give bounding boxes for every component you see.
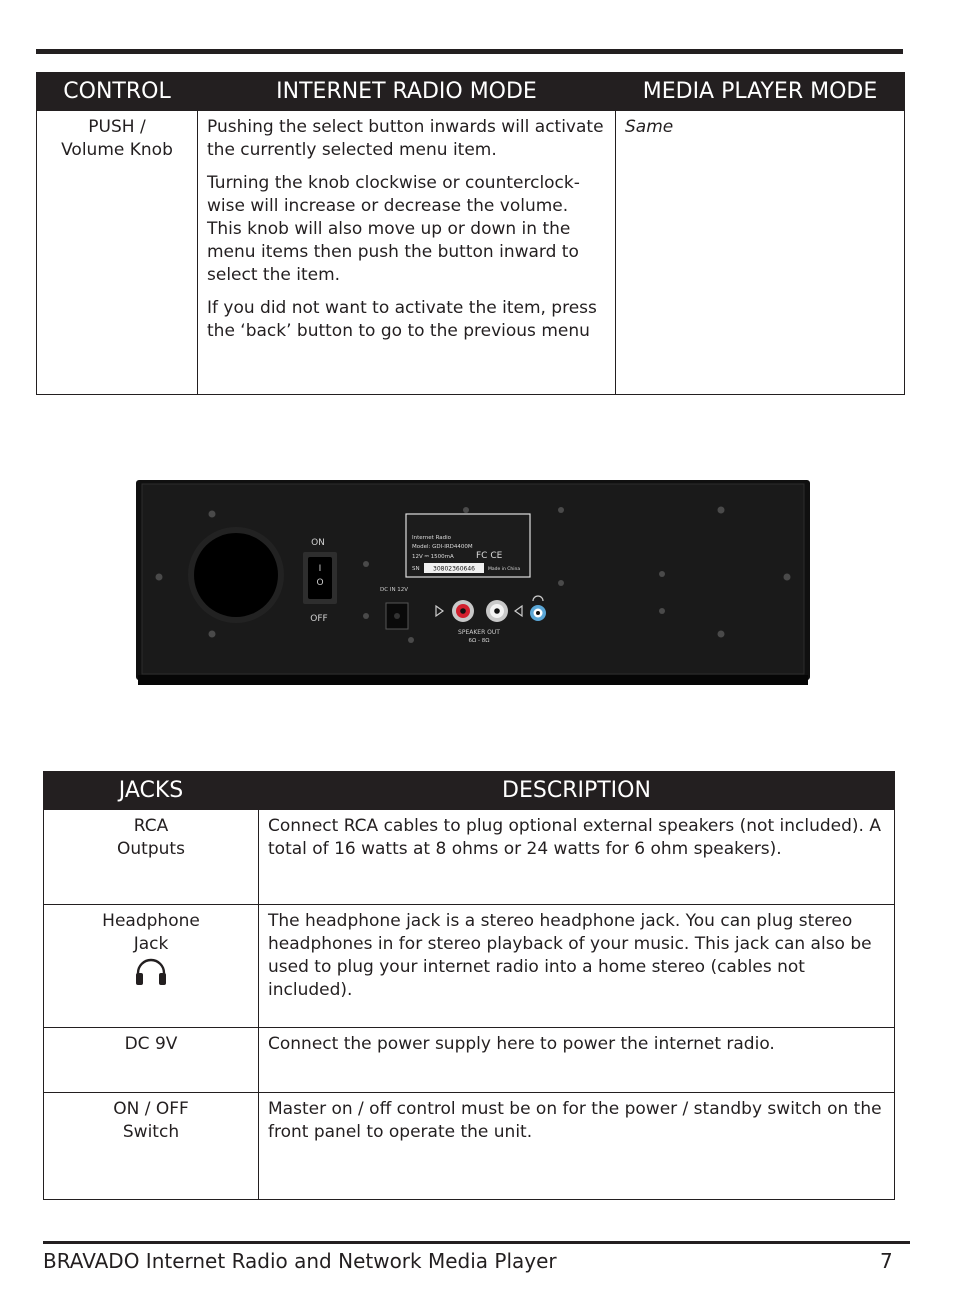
jack-name-line1: ON / OFF: [113, 1099, 189, 1119]
table-row: [37, 111, 905, 395]
rca-jack-white-icon: [486, 600, 508, 622]
jack-description: Connect RCA cables to plug optional external speakers (not included). A total of 16 watts at 8 ohms or 24 watts for 6 ohm speakers).: [259, 810, 895, 905]
jack-name-line2: Jack: [133, 934, 169, 954]
jack-name-cell: [44, 905, 259, 1028]
jacks-header-row: [44, 772, 895, 810]
controls-table: [36, 72, 905, 395]
media-mode-text: Same: [625, 117, 674, 137]
jack-name-cell: [44, 1028, 259, 1093]
label-marks: FC CE: [476, 551, 503, 561]
speaker-ohms-label: 6Ω - 8Ω: [468, 638, 490, 644]
dc-in-label: DC IN 12V: [380, 587, 409, 593]
footer-title: BRAVADO Internet Radio and Network Media Player: [43, 1249, 557, 1273]
jack-name-line1: Headphone: [102, 911, 200, 931]
radio-mode-paragraph: Turning the knob clockwise or counterclock-wise will increase or decrease the volume. This knob will also move up or down in the menu items then push the button inward to select the item.: [207, 173, 580, 285]
header-jacks: JACKS: [44, 772, 259, 810]
radio-mode-cell: [198, 111, 616, 395]
table-row: [44, 810, 895, 905]
jacks-table: [43, 771, 895, 1200]
headphone-icon: [134, 958, 168, 993]
power-switch-icon: [303, 552, 337, 604]
device-rear-panel-photo: [136, 470, 812, 700]
label-sn: SN: [412, 566, 420, 572]
label-made-in: Made in China: [488, 567, 521, 572]
label-model: Model: GDI-IRD4400M: [412, 544, 473, 550]
header-description: DESCRIPTION: [259, 772, 895, 810]
label-title: Internet Radio: [412, 535, 452, 541]
switch-off-label: OFF: [310, 614, 328, 624]
switch-symbol-off: O: [316, 578, 324, 588]
control-name-line2: Volume Knob: [61, 140, 173, 160]
dc-jack-icon: [386, 603, 408, 629]
media-mode-cell: [616, 111, 905, 395]
table-row: [44, 1093, 895, 1200]
controls-header-row: [37, 73, 905, 111]
jack-name-cell: [44, 810, 259, 905]
jack-description: Connect the power supply here to power the internet radio.: [259, 1028, 895, 1093]
label-power: 12V ⎓ 1500mA: [412, 554, 454, 560]
switch-on-label: ON: [311, 538, 325, 548]
headphone-jack-icon: [530, 605, 546, 621]
speaker-out-label: SPEAKER OUT: [458, 629, 500, 636]
footer-rule: [43, 1241, 910, 1244]
header-control: CONTROL: [37, 73, 198, 111]
jack-name-cell: [44, 1093, 259, 1200]
top-rule: [36, 49, 903, 54]
switch-symbol-on: I: [318, 564, 322, 574]
radio-mode-paragraph: Pushing the select button inwards will activate the currently selected menu item.: [207, 117, 604, 160]
jack-name-line2: Outputs: [117, 839, 185, 859]
rca-jack-red-icon: [452, 600, 474, 622]
jack-description: The headphone jack is a stereo headphone jack. You can plug stereo headphones in for stereo playback of your music. This jack can also be used to plug your internet radio into a home stereo (cables not included).: [259, 905, 895, 1028]
jack-name-line2: Switch: [122, 1122, 180, 1142]
control-name-line1: PUSH /: [88, 117, 146, 137]
table-row: [44, 1028, 895, 1093]
jack-name-line1: DC 9V: [124, 1034, 178, 1054]
product-label: [406, 514, 530, 577]
table-row: [44, 905, 895, 1028]
radio-mode-paragraph: If you did not want to activate the item, press the ‘back’ button to go to the previous menu: [207, 298, 597, 341]
header-media-player-mode: MEDIA PLAYER MODE: [616, 73, 905, 111]
jack-description: Master on / off control must be on for the power / standby switch on the front panel to operate the unit.: [259, 1093, 895, 1200]
label-serial: 30802360646: [433, 565, 475, 573]
speaker-port-icon: [188, 527, 284, 623]
page-number: 7: [880, 1249, 893, 1273]
header-internet-radio-mode: INTERNET RADIO MODE: [198, 73, 616, 111]
control-cell: [37, 111, 198, 395]
jack-name-line1: RCA: [133, 816, 169, 836]
